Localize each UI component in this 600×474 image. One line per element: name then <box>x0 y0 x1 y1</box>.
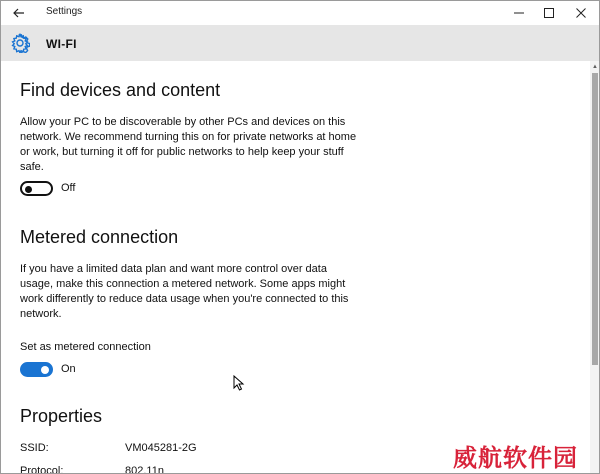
minimize-icon <box>514 8 524 18</box>
find-devices-toggle-state: Off <box>61 182 76 194</box>
properties-heading: Properties <box>20 406 103 426</box>
window-title: Settings <box>46 6 83 17</box>
find-devices-toggle[interactable] <box>20 181 53 196</box>
metered-heading: Metered connection <box>20 227 179 247</box>
metered-description: If you have a limited data plan and want more control over data usage, make this connection a metered network. Some apps might work differently to reduce data usage when you're connected to this network. <box>20 263 349 320</box>
maximize-button[interactable] <box>533 1 565 25</box>
page-title: WI-FI <box>46 37 77 51</box>
mouse-cursor-icon <box>233 375 245 391</box>
watermark-logo: 威航软件园 <box>453 443 578 472</box>
back-arrow-icon <box>13 8 25 18</box>
find-devices-description: Allow your PC to be discoverable by other PCs and devices on this network. We recommend turning this on for private networks at home or work, but turning it off for public networks to help keep your stuff safe. <box>20 116 357 173</box>
property-value-protocol: 802.11n <box>125 465 164 474</box>
property-value-ssid: VM045281-2G <box>125 442 197 454</box>
vertical-scrollbar[interactable] <box>590 61 600 474</box>
close-icon <box>576 8 586 18</box>
metered-toggle[interactable] <box>20 362 53 377</box>
title-bar <box>1 1 600 25</box>
metered-setting-label: Set as metered connection <box>20 341 151 353</box>
maximize-icon <box>544 8 554 18</box>
back-button[interactable] <box>7 3 31 23</box>
scroll-up-icon[interactable]: ▲ <box>592 64 598 70</box>
scrollbar-thumb[interactable] <box>592 73 598 365</box>
property-key-protocol: Protocol: <box>20 465 64 474</box>
metered-toggle-state: On <box>61 363 76 375</box>
toggle-knob <box>25 186 32 193</box>
find-devices-heading: Find devices and content <box>20 80 221 100</box>
toggle-knob <box>41 366 49 374</box>
gear-icon <box>10 33 30 53</box>
close-button[interactable] <box>565 1 597 25</box>
settings-content <box>1 61 589 474</box>
minimize-button[interactable] <box>503 1 535 25</box>
page-header <box>1 25 600 61</box>
property-key-ssid: SSID: <box>20 442 49 454</box>
